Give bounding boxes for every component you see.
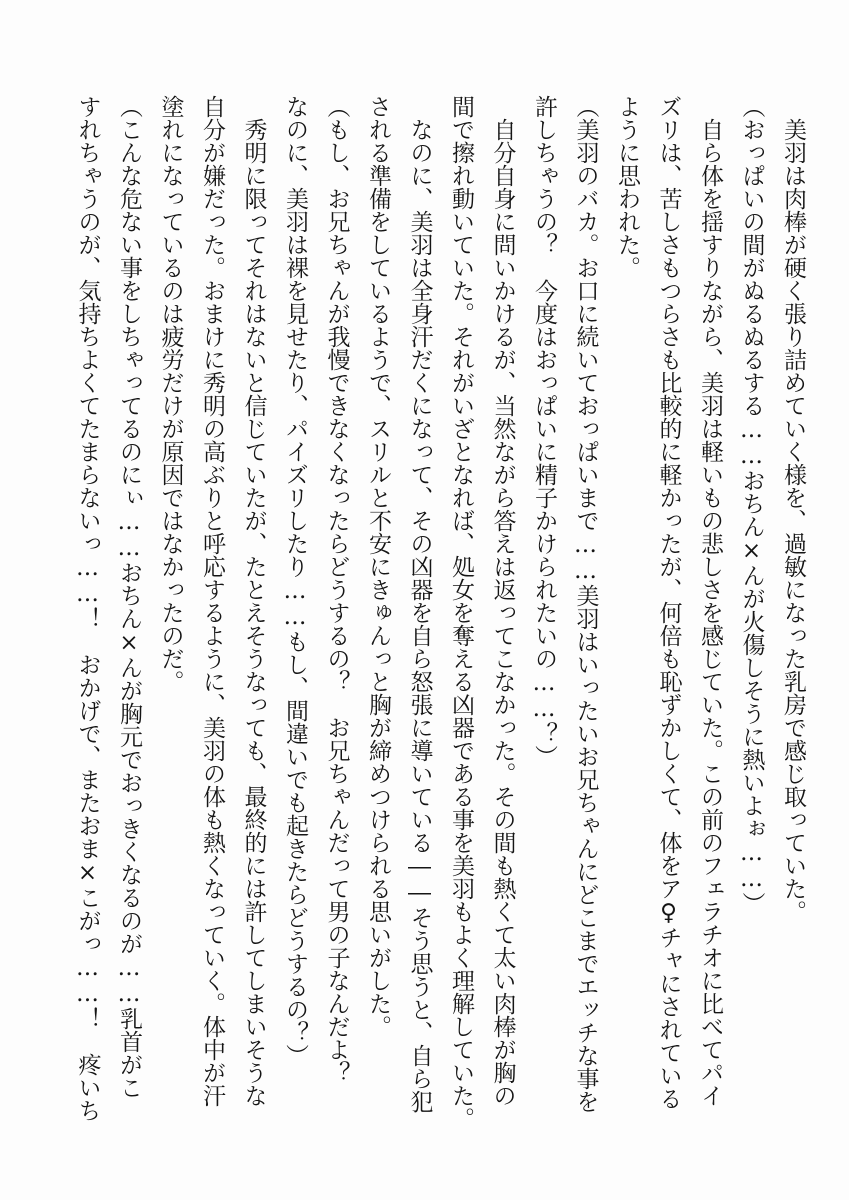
text-line: ズリは、苦しさもつらさも比較的に軽かったが、何倍も恥ずかしくて、体をア♀チャにされている	[655, 95, 682, 1110]
text-line: なのに、美羽は裸を見せたり、パイズリしたり……もし、間違いでも起きたらどうするの？）	[282, 95, 308, 1067]
vertical-text-block	[66, 95, 813, 1130]
text-line: ように思われた。	[614, 95, 640, 279]
text-line: すれちゃうのが、気持ちよくてたまらないっ……！ おかげで、またおま×こがっ……！ 疼いち	[74, 95, 101, 1122]
text-line: される準備をしているようで、スリルと不安にきゅんっと胸が締めつけられる思いがした。	[365, 95, 391, 1038]
text-line: 美羽は肉棒が硬く張り詰めていく様を、過敏になった乳房で感じ取っていた。	[780, 95, 806, 923]
text-line: 間で擦れ動いていた。それがいざとなれば、処女を奪える凶器である事を美羽もよく理解していた。	[448, 95, 474, 1130]
text-line: （美羽のバカ。お口に続いておっぱいまで……美羽はいったいお兄ちゃんにどこまでエッチな事を	[572, 95, 599, 1113]
text-line: なのに、美羽は全身汗だくになって、その凶器を自ら怒張に導いている――そう思うと、自ら犯	[406, 95, 433, 1113]
text-line: （こんな危ない事をしちゃってるのにぃ……おちん×んが胸元でおっきくなるのが……乳首がこ	[116, 95, 142, 1099]
text-line: （もし、お兄ちゃんが我慢できなくなったらどうするの？ お兄ちゃんだって男の子なんだよ？	[323, 95, 350, 1084]
text-line: 自分自身に問いかけるが、当然ながら答えは返ってこなかった。その間も熱くて太い肉棒が胸の	[489, 95, 516, 1107]
text-line: 塗れになっているのは疲労だけが原因ではなかったのだ。	[157, 95, 184, 693]
text-line: （おっぱいの間がぬるぬるする……おちん×んが火傷しそうに熱いよぉ……）	[738, 95, 765, 915]
text-line: 自分が嫌だった。おまけに秀明の高ぶりと呼応するように、美羽の体も熱くなっていく。体中が汗	[199, 95, 225, 1107]
text-line: 自ら体を揺すりながら、美羽は軽いもの悲しさを感じていた。この前のフェラチオに比べてパイ	[697, 95, 723, 1107]
text-line: 秀明に限ってそれはないと信じていたが、たとえそうなっても、最終的には許してしまいそうな	[240, 95, 267, 1107]
text-line: 許しちゃうの？ 今度はおっぱいに精子かけられたいの……？）	[531, 95, 557, 768]
